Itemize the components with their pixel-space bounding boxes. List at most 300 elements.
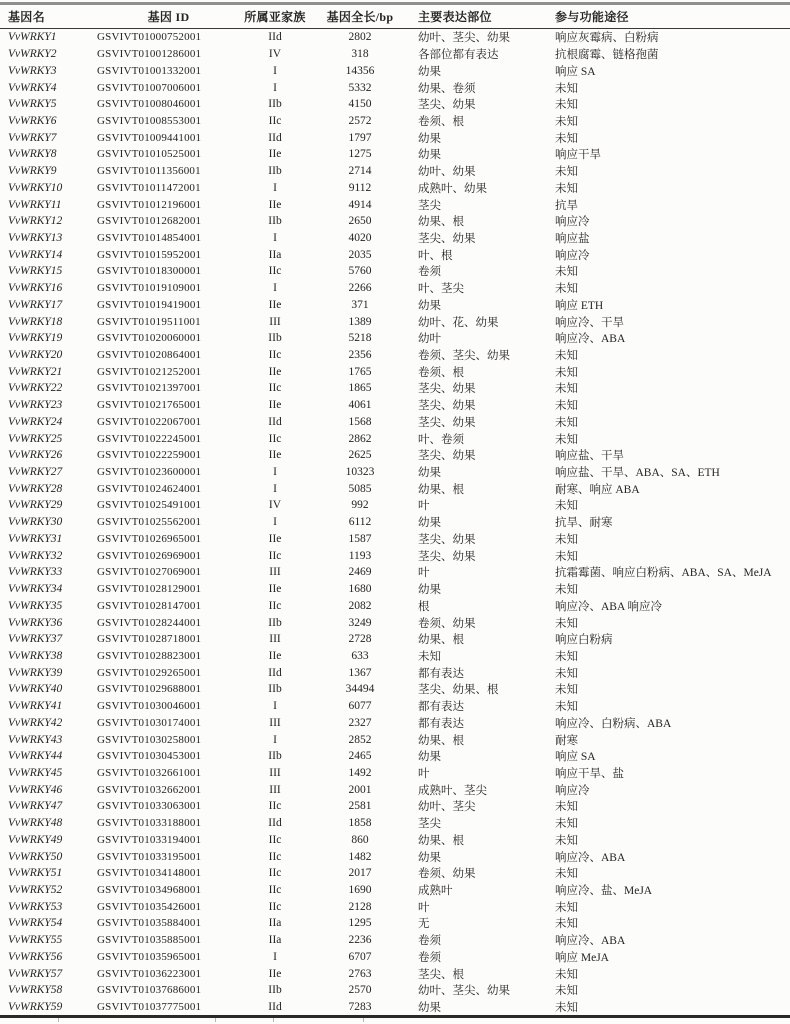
gene-id-cell: GSVIVT01023600001 <box>97 466 202 479</box>
pathway-cell: 未知 <box>555 617 578 630</box>
table-row <box>0 414 790 431</box>
gene-length-cell: 4914 <box>348 198 372 211</box>
gene-length-cell: 2017 <box>348 867 372 880</box>
table-row <box>0 464 790 481</box>
subfamily-cell: IIe <box>268 449 282 462</box>
gene-name-cell: VvWRKY17 <box>8 298 63 311</box>
expression-cell: 叶、茎尖 <box>418 283 464 296</box>
gene-name-cell: VvWRKY54 <box>8 917 63 930</box>
expression-cell: 卷须、根 <box>418 366 464 379</box>
gene-length-cell: 2728 <box>348 633 372 646</box>
gene-id-cell: GSVIVT01030046001 <box>97 700 202 713</box>
table-row <box>0 932 790 949</box>
gene-id-cell: GSVIVT01021252001 <box>97 365 202 378</box>
expression-cell: 卷须、幼果 <box>418 868 476 881</box>
column-divider-tick <box>215 1018 216 1022</box>
expression-cell: 幼果、根 <box>418 634 464 647</box>
gene-length-cell: 4150 <box>348 98 372 111</box>
expression-cell: 幼叶、花、幼果 <box>418 316 499 329</box>
gene-id-cell: GSVIVT01014854001 <box>97 231 202 244</box>
expression-cell: 幼果 <box>418 584 441 597</box>
table-row <box>0 781 790 798</box>
table-row <box>0 832 790 849</box>
gene-name-cell: VvWRKY34 <box>8 583 63 596</box>
pathway-cell: 未知 <box>555 115 578 128</box>
gene-name-cell: VvWRKY21 <box>8 365 63 378</box>
gene-length-cell: 1680 <box>348 583 372 596</box>
table-row <box>0 765 790 782</box>
pathway-cell: 未知 <box>555 667 578 680</box>
expression-cell: 茎尖 <box>418 818 441 831</box>
subfamily-cell: I <box>273 733 277 746</box>
column-header-pathway: 参与功能途径 <box>555 10 629 24</box>
table-row <box>0 62 790 79</box>
expression-cell: 无 <box>418 918 430 931</box>
gene-length-cell: 2128 <box>348 900 372 913</box>
gene-length-cell: 5085 <box>348 482 372 495</box>
pathway-cell: 未知 <box>555 416 578 429</box>
expression-cell: 茎尖、幼果 <box>418 383 476 396</box>
column-header-gene-length: 基因全长/bp <box>326 10 394 24</box>
pathway-cell: 抗旱 <box>555 199 578 212</box>
pathway-cell: 响应冷、白粉病、ABA <box>555 717 672 730</box>
pathway-cell: 响应 ETH <box>555 299 604 312</box>
gene-name-cell: VvWRKY3 <box>8 64 57 77</box>
pathway-cell: 未知 <box>555 834 578 847</box>
pathway-cell: 未知 <box>555 166 578 179</box>
subfamily-cell: IIc <box>268 867 282 880</box>
gene-name-cell: VvWRKY7 <box>8 131 57 144</box>
pathway-cell: 响应白粉病 <box>555 634 613 647</box>
expression-cell: 叶 <box>418 500 430 513</box>
subfamily-cell: IId <box>268 415 282 428</box>
gene-length-cell: 2266 <box>348 282 372 295</box>
gene-name-cell: VvWRKY5 <box>8 98 57 111</box>
expression-cell: 卷须 <box>418 266 441 279</box>
gene-name-cell: VvWRKY51 <box>8 867 63 880</box>
table-row <box>0 581 790 598</box>
gene-name-cell: VvWRKY28 <box>8 482 63 495</box>
subfamily-cell: IIe <box>268 583 282 596</box>
subfamily-cell: IId <box>268 31 282 44</box>
gene-name-cell: VvWRKY6 <box>8 114 57 127</box>
gene-id-cell: GSVIVT01035885001 <box>97 934 202 947</box>
gene-length-cell: 34494 <box>345 683 375 696</box>
gene-id-cell: GSVIVT01029265001 <box>97 666 202 679</box>
gene-id-cell: GSVIVT01028823001 <box>97 649 202 662</box>
gene-name-cell: VvWRKY4 <box>8 81 57 94</box>
pathway-cell: 响应冷、ABA <box>555 333 626 346</box>
subfamily-cell: I <box>273 64 277 77</box>
gene-id-cell: GSVIVT01021397001 <box>97 382 202 395</box>
subfamily-cell: III <box>269 566 281 579</box>
gene-name-cell: VvWRKY23 <box>8 399 63 412</box>
expression-cell: 叶 <box>418 567 430 580</box>
pathway-cell: 未知 <box>555 400 578 413</box>
gene-name-cell: VvWRKY37 <box>8 633 63 646</box>
subfamily-cell: IIc <box>268 800 282 813</box>
expression-cell: 卷须 <box>418 935 441 948</box>
subfamily-cell: I <box>273 516 277 529</box>
column-header-gene-name: 基因名 <box>8 10 45 24</box>
gene-id-cell: GSVIVT01008046001 <box>97 98 202 111</box>
subfamily-cell: III <box>269 633 281 646</box>
gene-id-cell: GSVIVT01012682001 <box>97 215 202 228</box>
expression-cell: 叶 <box>418 767 430 780</box>
gene-name-cell: VvWRKY46 <box>8 783 63 796</box>
table-row <box>0 79 790 96</box>
table-row <box>0 46 790 63</box>
gene-length-cell: 2852 <box>348 733 372 746</box>
gene-length-cell: 14356 <box>345 64 375 77</box>
table-row <box>0 631 790 648</box>
gene-name-cell: VvWRKY12 <box>8 215 63 228</box>
table-row <box>0 564 790 581</box>
pathway-cell: 未知 <box>555 283 578 296</box>
pathway-cell: 响应灰霉病、白粉病 <box>555 32 659 45</box>
gene-id-cell: GSVIVT01020864001 <box>97 349 202 362</box>
expression-cell: 卷须、茎尖、幼果 <box>418 350 510 363</box>
table-row <box>0 815 790 832</box>
expression-cell: 幼果、根 <box>418 834 464 847</box>
table-row <box>0 113 790 130</box>
pathway-cell: 未知 <box>555 818 578 831</box>
gene-id-cell: GSVIVT01036223001 <box>97 967 202 980</box>
expression-cell: 成熟叶、茎尖 <box>418 784 487 797</box>
subfamily-cell: IV <box>268 499 282 512</box>
gene-name-cell: VvWRKY29 <box>8 499 63 512</box>
pathway-cell: 未知 <box>555 968 578 981</box>
gene-length-cell: 371 <box>351 298 369 311</box>
gene-name-cell: VvWRKY16 <box>8 282 63 295</box>
gene-name-cell: VvWRKY56 <box>8 950 63 963</box>
expression-cell: 叶、卷须 <box>418 433 464 446</box>
subfamily-cell: III <box>269 783 281 796</box>
expression-cell: 茎尖、幼果 <box>418 416 476 429</box>
gene-name-cell: VvWRKY50 <box>8 850 63 863</box>
gene-length-cell: 1865 <box>348 382 372 395</box>
table-row <box>0 681 790 698</box>
subfamily-cell: IIa <box>268 934 282 947</box>
gene-name-cell: VvWRKY11 <box>8 198 62 211</box>
gene-id-cell: GSVIVT01028244001 <box>97 616 202 629</box>
gene-id-cell: GSVIVT01035965001 <box>97 950 202 963</box>
table-row <box>0 430 790 447</box>
gene-length-cell: 1295 <box>348 917 372 930</box>
subfamily-cell: IIc <box>268 833 282 846</box>
gene-id-cell: GSVIVT01026969001 <box>97 549 202 562</box>
pathway-cell: 响应冷 <box>555 784 590 797</box>
gene-length-cell: 1389 <box>348 315 372 328</box>
pathway-cell: 未知 <box>555 868 578 881</box>
table-row <box>0 698 790 715</box>
gene-length-cell: 2570 <box>348 984 372 997</box>
table-row <box>0 246 790 263</box>
gene-name-cell: VvWRKY39 <box>8 666 63 679</box>
pathway-cell: 未知 <box>555 500 578 513</box>
expression-cell: 茎尖、幼果 <box>418 99 476 112</box>
table-row <box>0 531 790 548</box>
pathway-cell: 未知 <box>555 584 578 597</box>
gene-name-cell: VvWRKY55 <box>8 934 63 947</box>
pathway-cell: 响应盐、干旱、ABA、SA、ETH <box>555 467 720 480</box>
expression-cell: 各部位都有表达 <box>418 49 499 62</box>
table-row <box>0 865 790 882</box>
subfamily-cell: I <box>273 181 277 194</box>
pathway-cell: 抗霜霉菌、响应白粉病、ABA、SA、MeJA <box>555 567 772 580</box>
table-row <box>0 547 790 564</box>
subfamily-cell: IIc <box>268 265 282 278</box>
gene-id-cell: GSVIVT01000752001 <box>97 31 202 44</box>
table-row <box>0 213 790 230</box>
gene-id-cell: GSVIVT01028718001 <box>97 633 202 646</box>
expression-cell: 叶、根 <box>418 249 453 262</box>
pathway-cell: 未知 <box>555 1002 578 1015</box>
gene-length-cell: 3249 <box>348 616 372 629</box>
table-row <box>0 313 790 330</box>
subfamily-cell: IIe <box>268 967 282 980</box>
subfamily-cell: III <box>269 716 281 729</box>
table-row <box>0 480 790 497</box>
subfamily-cell: IIe <box>268 649 282 662</box>
gene-id-cell: GSVIVT01021765001 <box>97 399 202 412</box>
subfamily-cell: IIb <box>268 683 282 696</box>
gene-id-cell: GSVIVT01024624001 <box>97 482 202 495</box>
gene-length-cell: 2236 <box>348 934 372 947</box>
subfamily-cell: I <box>273 231 277 244</box>
gene-name-cell: VvWRKY47 <box>8 800 63 813</box>
pathway-cell: 响应盐、干旱 <box>555 450 624 463</box>
subfamily-cell: I <box>273 700 277 713</box>
subfamily-cell: IIb <box>268 98 282 111</box>
gene-name-cell: VvWRKY32 <box>8 549 63 562</box>
gene-id-cell: GSVIVT01011472001 <box>97 181 201 194</box>
gene-id-cell: GSVIVT01025491001 <box>97 499 202 512</box>
table-row <box>0 514 790 531</box>
expression-cell: 卷须、幼果 <box>418 617 476 630</box>
subfamily-cell: I <box>273 482 277 495</box>
expression-cell: 幼叶、茎尖 <box>418 801 476 814</box>
gene-name-cell: VvWRKY36 <box>8 616 63 629</box>
gene-id-cell: GSVIVT01009441001 <box>97 131 202 144</box>
pathway-cell: 抗旱、耐寒 <box>555 517 613 530</box>
gene-name-cell: VvWRKY49 <box>8 833 63 846</box>
gene-name-cell: VvWRKY13 <box>8 231 63 244</box>
gene-id-cell: GSVIVT01034148001 <box>97 867 202 880</box>
gene-name-cell: VvWRKY41 <box>8 700 63 713</box>
gene-name-cell: VvWRKY52 <box>8 884 63 897</box>
subfamily-cell: IIb <box>268 984 282 997</box>
table-row <box>0 96 790 113</box>
table-row <box>0 648 790 665</box>
expression-cell: 成熟叶、幼果 <box>418 182 487 195</box>
column-divider-tick <box>363 1018 364 1022</box>
gene-id-cell: GSVIVT01030453001 <box>97 750 202 763</box>
gene-length-cell: 1193 <box>348 549 372 562</box>
gene-length-cell: 2714 <box>348 165 372 178</box>
table-row <box>0 731 790 748</box>
table-row <box>0 297 790 314</box>
gene-id-cell: GSVIVT01035426001 <box>97 900 202 913</box>
gene-length-cell: 9112 <box>348 181 372 194</box>
gene-name-cell: VvWRKY20 <box>8 349 63 362</box>
gene-length-cell: 2572 <box>348 114 372 127</box>
gene-length-cell: 7283 <box>348 1001 372 1014</box>
gene-id-cell: GSVIVT01020060001 <box>97 332 202 345</box>
gene-name-cell: VvWRKY40 <box>8 683 63 696</box>
subfamily-cell: IIa <box>268 248 282 261</box>
subfamily-cell: IIe <box>268 399 282 412</box>
gene-length-cell: 2862 <box>348 432 372 445</box>
expression-cell: 卷须、根 <box>418 115 464 128</box>
pathway-cell: 响应冷、干旱 <box>555 316 624 329</box>
table-row <box>0 146 790 163</box>
gene-name-cell: VvWRKY2 <box>8 48 57 61</box>
table-row <box>0 363 790 380</box>
subfamily-cell: IIe <box>268 148 282 161</box>
expression-cell: 幼叶、幼果 <box>418 166 476 179</box>
subfamily-cell: IIc <box>268 549 282 562</box>
expression-cell: 茎尖 <box>418 199 441 212</box>
gene-id-cell: GSVIVT01032661001 <box>97 766 202 779</box>
table-row <box>0 447 790 464</box>
table-row <box>0 848 790 865</box>
gene-id-cell: GSVIVT01011356001 <box>97 165 201 178</box>
gene-length-cell: 1367 <box>348 666 372 679</box>
gene-length-cell: 2650 <box>348 215 372 228</box>
expression-cell: 叶 <box>418 901 430 914</box>
expression-cell: 都有表达 <box>418 717 464 730</box>
gene-length-cell: 6077 <box>348 700 372 713</box>
gene-length-cell: 2625 <box>348 449 372 462</box>
expression-cell: 幼果、卷须 <box>418 82 476 95</box>
expression-cell: 幼叶、茎尖、幼果 <box>418 985 510 998</box>
pathway-cell: 响应盐 <box>555 232 590 245</box>
pathway-cell: 耐寒、响应 ABA <box>555 483 640 496</box>
expression-cell: 茎尖、幼果 <box>418 550 476 563</box>
gene-length-cell: 1492 <box>348 766 372 779</box>
gene-length-cell: 2465 <box>348 750 372 763</box>
subfamily-cell: IIb <box>268 332 282 345</box>
gene-name-cell: VvWRKY9 <box>8 165 57 178</box>
subfamily-cell: IIe <box>268 532 282 545</box>
gene-id-cell: GSVIVT01034968001 <box>97 884 202 897</box>
expression-cell: 幼果 <box>418 149 441 162</box>
gene-length-cell: 1482 <box>348 850 372 863</box>
gene-id-cell: GSVIVT01033188001 <box>97 817 202 830</box>
table-row <box>0 163 790 180</box>
subfamily-cell: IIe <box>268 365 282 378</box>
subfamily-cell: I <box>273 282 277 295</box>
table-row <box>0 380 790 397</box>
gene-name-cell: VvWRKY44 <box>8 750 63 763</box>
pathway-cell: 未知 <box>555 366 578 379</box>
expression-cell: 幼果 <box>418 517 441 530</box>
gene-length-cell: 10323 <box>345 466 375 479</box>
pathway-cell: 响应干旱、盐 <box>555 767 624 780</box>
subfamily-cell: III <box>269 766 281 779</box>
table-row <box>0 949 790 966</box>
subfamily-cell: I <box>273 950 277 963</box>
subfamily-cell: IIc <box>268 599 282 612</box>
expression-cell: 幼叶、茎尖、幼果 <box>418 32 510 45</box>
expression-cell: 幼果 <box>418 299 441 312</box>
subfamily-cell: I <box>273 466 277 479</box>
gene-length-cell: 318 <box>351 48 369 61</box>
subfamily-cell: IIc <box>268 382 282 395</box>
gene-id-cell: GSVIVT01029688001 <box>97 683 202 696</box>
table-header-row <box>0 5 790 29</box>
subfamily-cell: IIe <box>268 198 282 211</box>
table-row <box>0 280 790 297</box>
table-row <box>0 965 790 982</box>
gene-length-cell: 1858 <box>348 817 372 830</box>
subfamily-cell: IIc <box>268 900 282 913</box>
gene-length-cell: 2327 <box>348 716 372 729</box>
pathway-cell: 响应冷、ABA <box>555 851 626 864</box>
gene-name-cell: VvWRKY59 <box>8 1001 63 1014</box>
column-header-gene-id: 基因 ID <box>147 10 190 24</box>
gene-name-cell: VvWRKY58 <box>8 984 63 997</box>
expression-cell: 幼果 <box>418 132 441 145</box>
subfamily-cell: IId <box>268 666 282 679</box>
gene-length-cell: 1797 <box>348 131 372 144</box>
expression-cell: 幼果 <box>418 751 441 764</box>
pathway-cell: 未知 <box>555 82 578 95</box>
pathway-cell: 未知 <box>555 684 578 697</box>
pathway-cell: 响应冷、ABA 响应冷 <box>555 600 663 613</box>
gene-id-cell: GSVIVT01030174001 <box>97 716 202 729</box>
gene-length-cell: 6707 <box>348 950 372 963</box>
expression-cell: 幼叶 <box>418 333 441 346</box>
column-divider-tick <box>58 1018 59 1022</box>
gene-id-cell: GSVIVT01012196001 <box>97 198 202 211</box>
subfamily-cell: IIb <box>268 750 282 763</box>
pathway-cell: 未知 <box>555 266 578 279</box>
expression-cell: 幼果 <box>418 65 441 78</box>
gene-length-cell: 1568 <box>348 415 372 428</box>
gene-id-cell: GSVIVT01019419001 <box>97 298 202 311</box>
pathway-cell: 未知 <box>555 650 578 663</box>
subfamily-cell: IIa <box>268 917 282 930</box>
gene-name-cell: VvWRKY33 <box>8 566 63 579</box>
expression-cell: 未知 <box>418 650 441 663</box>
gene-length-cell: 992 <box>351 499 369 512</box>
subfamily-cell: IId <box>268 1001 282 1014</box>
subfamily-cell: IIc <box>268 349 282 362</box>
expression-cell: 茎尖、幼果、根 <box>418 684 499 697</box>
gene-id-cell: GSVIVT01022067001 <box>97 415 202 428</box>
gene-name-cell: VvWRKY24 <box>8 415 63 428</box>
table-row <box>0 230 790 247</box>
gene-name-cell: VvWRKY15 <box>8 265 63 278</box>
gene-id-cell: GSVIVT01015952001 <box>97 248 202 261</box>
expression-cell: 幼果 <box>418 1002 441 1015</box>
pathway-cell: 耐寒 <box>555 734 578 747</box>
gene-length-cell: 5218 <box>348 332 372 345</box>
subfamily-cell: IIc <box>268 850 282 863</box>
subfamily-cell: IId <box>268 817 282 830</box>
subfamily-cell: I <box>273 81 277 94</box>
table-row <box>0 614 790 631</box>
expression-cell: 都有表达 <box>418 667 464 680</box>
table-row <box>0 129 790 146</box>
table-row <box>0 179 790 196</box>
pathway-cell: 未知 <box>555 801 578 814</box>
pathway-cell: 响应 SA <box>555 65 596 78</box>
gene-length-cell: 6112 <box>348 516 372 529</box>
gene-length-cell: 633 <box>351 649 369 662</box>
